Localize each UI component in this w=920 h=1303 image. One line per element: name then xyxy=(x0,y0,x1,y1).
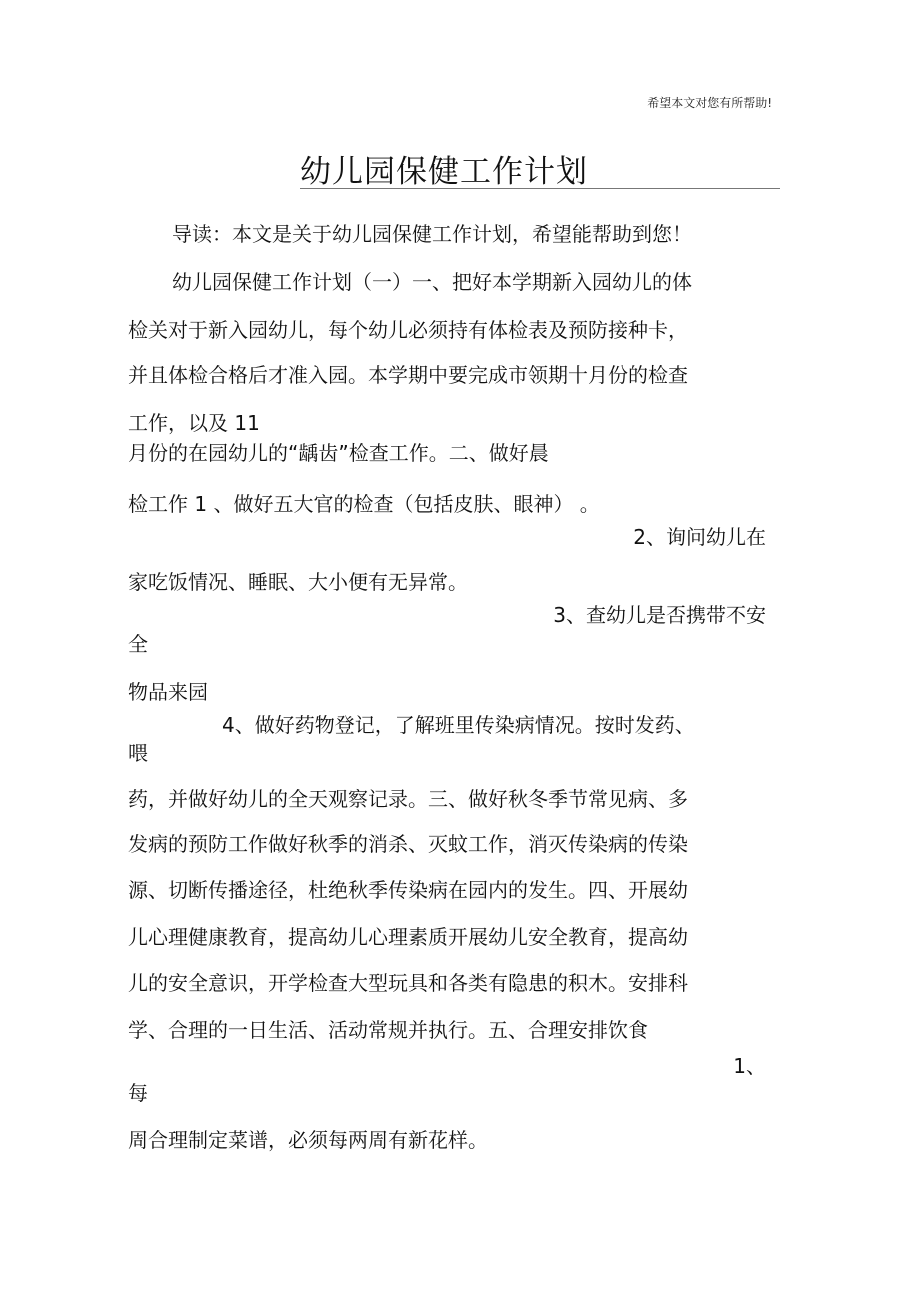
body-line: 2、询问幼儿在 xyxy=(633,525,766,549)
body-line: 并且体检合格后才准入园。本学期中要完成市领期十月份的检查 xyxy=(128,363,688,387)
body-line: 药，并做好幼儿的全天观察记录。三、做好秋冬季节常见病、多 xyxy=(128,787,688,811)
body-line: 3、查幼儿是否携带不安 xyxy=(553,603,766,627)
body-line: 周合理制定菜谱，必须每两周有新花样。 xyxy=(128,1128,488,1152)
body-line: 月份的在园幼儿的“龋齿”检查工作。二、做好晨 xyxy=(128,441,549,465)
body-line: 儿心理健康教育，提高幼儿心理素质开展幼儿安全教育，提高幼 xyxy=(128,925,688,949)
body-line: 每 xyxy=(128,1081,148,1105)
body-line: 检工作 1 、做好五大官的检查（包括皮肤、眼神） 。 xyxy=(128,492,600,516)
body-line: 4、做好药物登记，了解班里传染病情况。按时发药、 xyxy=(222,713,695,737)
body-line: 工作，以及 11 xyxy=(128,411,260,435)
title-underline xyxy=(300,188,780,189)
document-title: 幼儿园保健工作计划 xyxy=(300,154,588,190)
body-line: 1、 xyxy=(733,1054,766,1078)
body-line: 儿的安全意识，开学检查大型玩具和各类有隐患的积木。安排科 xyxy=(128,971,688,995)
header-note: 希望本文对您有所帮助! xyxy=(647,96,772,110)
body-line: 物品来园 xyxy=(128,680,208,704)
body-line: 源、切断传播途径，杜绝秋季传染病在园内的发生。四、开展幼 xyxy=(128,878,688,902)
body-line: 家吃饭情况、睡眠、大小便有无异常。 xyxy=(128,570,468,594)
intro-line: 导读：本文是关于幼儿园保健工作计划，希望能帮助到您！ xyxy=(172,222,692,246)
body-line: 学、合理的一日生活、活动常规并执行。五、合理安排饮食 xyxy=(128,1018,648,1042)
body-line: 发病的预防工作做好秋季的消杀、灭蚊工作，消灭传染病的传染 xyxy=(128,832,688,856)
body-line: 全 xyxy=(128,632,148,656)
body-line: 检关对于新入园幼儿，每个幼儿必须持有体检表及预防接种卡， xyxy=(128,318,688,342)
body-line: 喂 xyxy=(128,741,148,765)
body-line: 幼儿园保健工作计划（一）一、把好本学期新入园幼儿的体 xyxy=(172,270,692,294)
